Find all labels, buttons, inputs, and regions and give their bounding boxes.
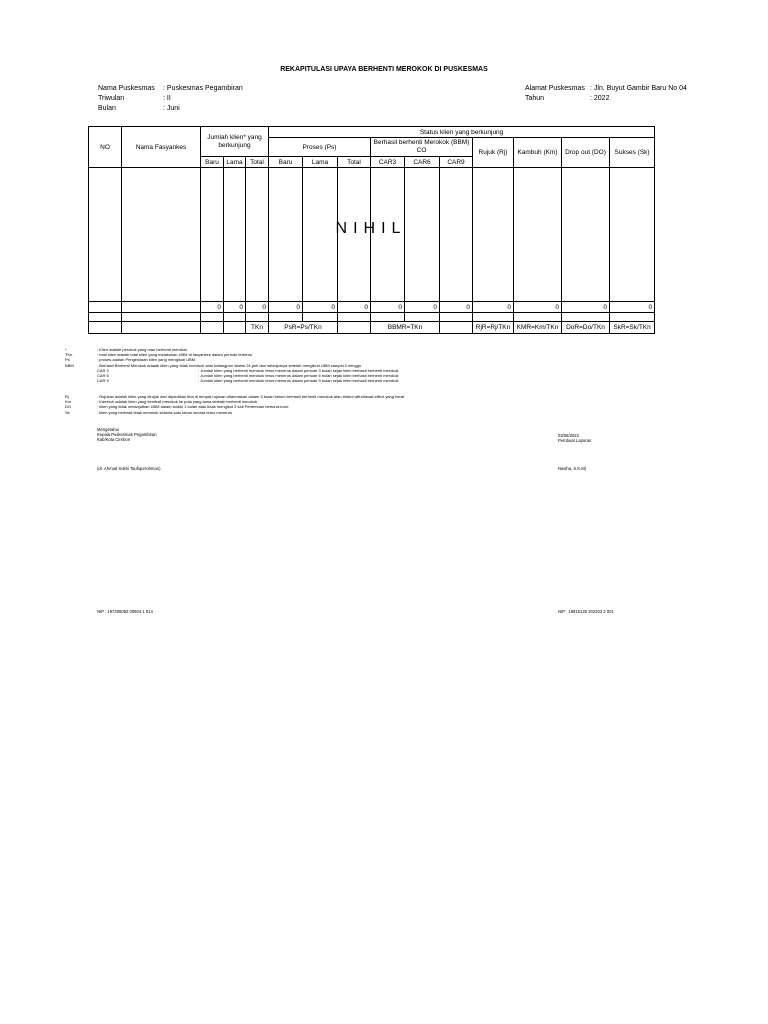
meta-value-tahun: : 2022: [590, 95, 610, 102]
sign-left-city: Kab/Kota Cirebon: [97, 437, 131, 443]
meta-value-bulan: : Juni: [163, 105, 180, 112]
sub-car6: CAR6: [405, 157, 440, 168]
legend-value: : klien yang berhasil tidak merokok selama satu tahun secara terus menerus: [97, 409, 232, 415]
legend-key: Rj: [65, 394, 69, 399]
legend-key: CAR 9: [97, 378, 109, 384]
formula-sk: SkR=Sk/TKn: [610, 322, 655, 334]
sign-left-block: [97, 427, 157, 443]
header-nama-fasyankes: Nama Fasyankes: [122, 127, 201, 168]
meta-label-alamat: Alamat Puskesmas: [525, 85, 585, 92]
report-title: REKAPITULASI UPAYA BERHENTI MEROKOK DI PUSKESMAS: [280, 66, 488, 73]
legend-key: BBM: [65, 362, 74, 368]
meta-label-bulan: Bulan: [98, 105, 116, 112]
meta-value-nama-puskesmas: : Puskesmas Pegambiran: [163, 85, 243, 92]
total-cell: 0: [269, 302, 303, 313]
totals-row: [89, 302, 655, 313]
total-cell: 0: [224, 302, 246, 313]
sign-left-mengetahui: Mengetahui: [97, 427, 119, 432]
header-jumlah-klien: Jumlah klien* yang berkunjung: [201, 127, 269, 157]
formula-ps: PsR=Ps/TKn: [269, 322, 338, 334]
sub-proses-baru: Baru: [269, 157, 303, 168]
spacer-row: [89, 313, 655, 322]
header-no: NO: [89, 127, 122, 168]
sub-proses-lama: Lama: [303, 157, 338, 168]
meta-label-nama-puskesmas: Nama Puskesmas: [98, 85, 155, 92]
legend-key: CAR 3: [97, 368, 109, 373]
legend-value: : Jumlah klien yang berhenti merokok terus menerus dalam periode 9 bulan sejak klien berhasil berhenti merokok: [198, 378, 399, 384]
legend-car-keys: [97, 368, 109, 384]
sub-jumlah-total: Total: [246, 157, 269, 168]
legend-keys-2: [65, 394, 71, 415]
formula-rj: RjR=Rj/TKn: [473, 322, 514, 334]
sub-jumlah-lama: Lama: [224, 157, 246, 168]
sub-jumlah-baru: Baru: [201, 157, 224, 168]
legend-value: : Jumlah klien yang berhenti merokok terus menerus dalam periode 3 bulan sejak klien berhasil berhenti merokok: [198, 368, 399, 373]
sub-car9: CAR9: [440, 157, 473, 168]
sign-right-date: 03/06/2022: [558, 433, 579, 438]
sub-proses-total: Total: [338, 157, 371, 168]
formula-tkn: TKn: [246, 322, 269, 334]
sign-right-name: Nasiha, S.K.M): [558, 466, 587, 471]
legend-key: Sk: [65, 409, 70, 415]
formula-km: KMR=Km/TKn: [514, 322, 562, 334]
meta-label-triwulan: Triwulan: [98, 95, 125, 102]
legend-car-values: [198, 368, 399, 384]
legend-value: : Jumlah klien yang berhenti merokok terus menerus dalam periode 6 bulan sejak klien berhasil berhenti merokok: [198, 373, 399, 379]
header-proses: Proses (Ps): [269, 138, 371, 157]
legend-value: : Kambuh adalah klien yang kembali merokok ke pola yang lama setelah berhenti merokok: [97, 399, 258, 405]
header-sukses: Sukses (Sk): [610, 138, 655, 168]
nihil-stamp: NIHIL: [335, 220, 407, 237]
legend-value: : Berhasil Berhenti Merokok adalah klien yang tidak merokok satu batangpun dalam 24 jam dan selanjutnya setelah mengikuti UBM sampai 2 minggu: [97, 362, 362, 368]
meta-label-tahun: Tahun: [525, 95, 545, 102]
total-cell: 0: [562, 302, 610, 313]
legend-keys: [65, 347, 74, 368]
formula-do: DoR=Do/TKn: [562, 322, 610, 334]
total-cell: 0: [201, 302, 224, 313]
sign-right-block: [558, 433, 591, 443]
sign-right-nip: NIP : 19910130 202203 2 001: [558, 609, 614, 614]
legend-values: [97, 347, 361, 368]
total-cell: 0: [338, 302, 371, 313]
legend-value: : Rujukan adalah klien yang dirujuk dan dipantikan tiba di tempat rujukan ditanmakan dalam 3 bulan belum berhasil berhenti merokok atau timbul withdrawal effect yang berat: [97, 394, 405, 399]
legend-key: Km: [65, 399, 71, 405]
legend-value: : total klien adalah total klien yang melakukan UBM di fasyankes dalam periode tertentu: [97, 352, 252, 358]
sign-left-name: (dr. Ahmad Sukhi Taufiqurrohman): [97, 466, 161, 471]
header-rujuk: Rujuk (Rj): [473, 138, 514, 168]
legend-key: *: [65, 347, 67, 352]
header-dropout: Drop out (DO): [562, 138, 610, 168]
legend-key: DO: [65, 404, 71, 410]
total-cell: 0: [303, 302, 338, 313]
legend-key: TKn: [65, 352, 73, 358]
meta-value-alamat: : Jln. Buyut Gambir Baru No 04: [590, 85, 687, 92]
sign-left-nip: NIP : 197206082 00604 1 014: [97, 609, 153, 614]
total-cell: 0: [371, 302, 405, 313]
legend-key: Ps: [65, 357, 70, 363]
total-cell: 0: [405, 302, 440, 313]
formula-bbm: BBMR=TKn: [371, 322, 440, 334]
total-cell: 0: [440, 302, 473, 313]
header-berhasil: Berhasil berhenti Merokok (BBM) CO: [371, 138, 473, 157]
header-kambuh: Kambuh (Km): [514, 138, 562, 168]
sign-left-role: Kepala Puskesmas Pegambiran: [97, 432, 157, 438]
legend-value: : Klien adalah perokok yang mau berhenti merokok: [97, 347, 188, 352]
meta-value-triwulan: : II: [163, 95, 171, 102]
legend-values-2: [97, 394, 404, 415]
legend-value: : klien yang tidak melanjutkan UBM dalam waktu 1 bulan atau tidak mengikut 2 kali Pertemuan berturut-turut: [97, 404, 289, 410]
total-cell: 0: [473, 302, 514, 313]
formula-row: [89, 322, 655, 334]
legend-key: CAR 6: [97, 373, 109, 379]
sub-car3: CAR3: [371, 157, 405, 168]
header-status-klien: Status klien yang berkunjung: [269, 127, 655, 138]
total-cell: 0: [514, 302, 562, 313]
legend-value: : proses adalah Pengelolaan klien yang mengikuti UBM: [97, 357, 196, 363]
sign-right-role: Pembuat Laporan: [558, 438, 592, 444]
total-cell: 0: [610, 302, 655, 313]
total-cell: 0: [246, 302, 269, 313]
